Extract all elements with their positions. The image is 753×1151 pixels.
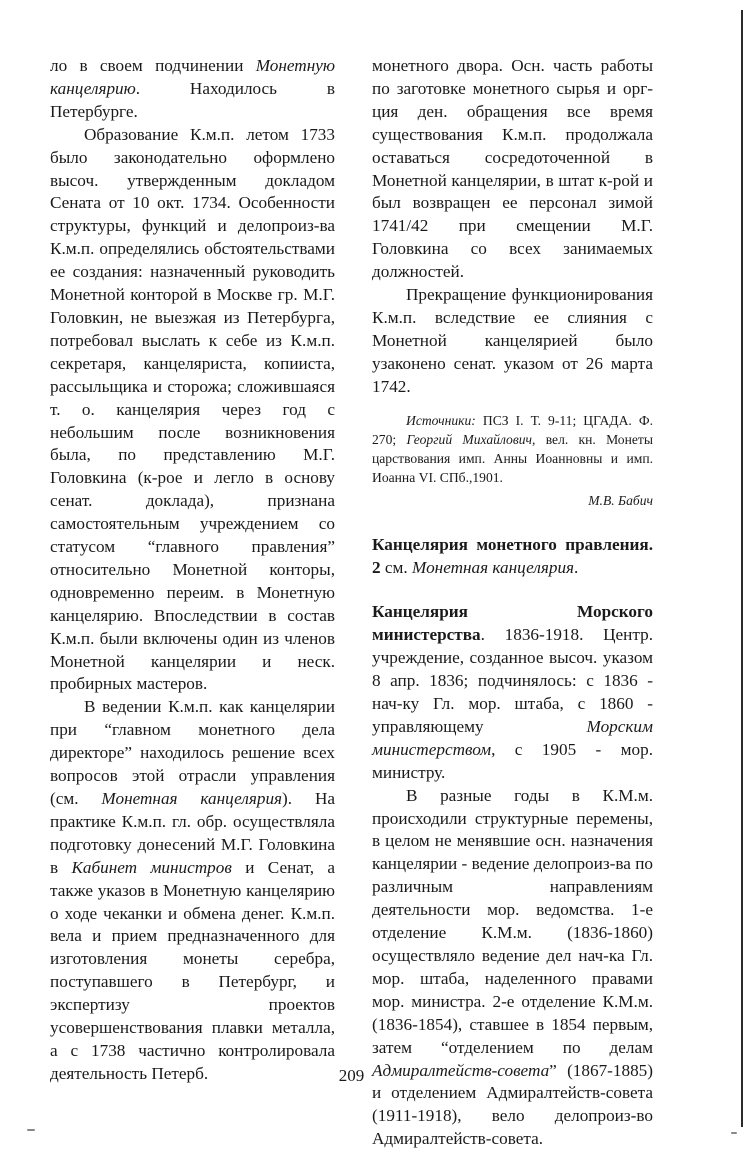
page-number: 209 (338, 1066, 365, 1085)
author-signature: М.В. Бабич (588, 492, 653, 508)
paragraph (372, 284, 653, 399)
text-run: Образование К.м.п. летом 1733 было законодательно оформлено высоч. утвержденным докладом Сената от 10 окт. 1734. Особенности структуры, функций и делопроиз-ва К.м.п. определялись обстоятельствами ее создания: назначенный руководить Монетной конторой в Москве гр. М.Г. Головкин, не выезжая из Петербурга, потребовал выслать к себе из К.м.п. секретаря, канцеляриста, копииста, рассыльщика и сторожа; сложившаяся т. о. канцелярия через год с небольшим после возникновения была, по представлению М.Г. Головкина (к-рое и легло в основу сенат. доклада), признана самостоятельным учреждением со статусом “главного правления” относительно Монетной конторы, одновременно переим. в Монетную канцелярию. Впоследствии в состав К.м.п. были включены один из членов Монетной канцелярии и неск. пробирных мастеров. (50, 124, 335, 694)
paragraph (50, 55, 335, 124)
text-run: В ведении К.м.п. как канцелярии при “главном монетного дела директоре” находилось решение всех вопросов этой отрасли управления (см. (50, 697, 335, 808)
italic-reference: Монетная канцелярия (101, 789, 283, 808)
bold-headword: Канцелярия монетного правления. 2 (372, 534, 653, 577)
left-column (50, 55, 335, 1086)
text-run: В разные годы в К.М.м. происходили структурные перемены, в целом не менявшие осн. назначения канцелярии - ведение делопроиз-ва по различным направлениям деятельности мор. ведомства. 1-е отделение К.М.м. (1836-1860) осуществляло ведение дел нач-ка Гл. мор. штаба, наделенного правами мор. министра. 2-е отделение К.М.м. (1836-1854), ставшее в 1854 первым, затем “отделением по делам (372, 785, 653, 1057)
text-run: ” (1867-1885) и отделением Адмиралтейств-совета (1911-1918), вело делопроиз-во Адмиралтейств-совета. (372, 1060, 653, 1149)
text-run: Прекращение функционирования К.м.п. вследствие ее слияния с Монетной канцелярией было узаконено сенат. указом от 26 марта 1742. (372, 285, 653, 396)
scan-speck (731, 1132, 737, 1134)
italic-reference: Источники: (406, 412, 476, 428)
italic-reference: Георгий Михайлович (406, 431, 533, 447)
entry-kantselyariya-monetnogo-pravleniya (372, 534, 653, 580)
text-run: . 1836-1918. Центр. учреждение, созданное высоч. указом 8 апр. 1836; подчинялось: с 1836 - нач-ку Гл. мор. штаба, с 1860 - управляющему (372, 625, 653, 736)
italic-reference: Кабинет министров (71, 857, 232, 877)
text-run: см. (380, 557, 412, 577)
text-run: ло в своем подчинении (50, 56, 256, 75)
bold-headword: Канцелярия Морского министерства (372, 602, 653, 645)
italic-reference: Морским министерством (372, 716, 653, 759)
left-column-text (50, 55, 335, 1086)
right-column (372, 55, 653, 1151)
italic-reference: Монетную канцелярию (50, 56, 335, 98)
text-run: . Находилось в Петербурге. (50, 78, 335, 121)
text-run: . (574, 557, 579, 577)
italic-reference: Адмиралтейств-совета (372, 1060, 550, 1080)
scan-edge-line (741, 10, 743, 1127)
paragraph (50, 124, 335, 697)
text-run: , с 1905 - мор. министру. (372, 739, 653, 782)
text-run: ). На практике К.м.п. гл. обр. осуществляла подготовку донесений М.Г. Головкина в (50, 789, 335, 877)
paragraph (50, 696, 335, 1085)
paragraph (372, 785, 653, 1151)
text-run: монетного двора. Осн. часть работы по заготовке монетного сырья и орг-ция ден. обращения все время существования К.м.п. продолжала оставаться сосредоточенной в Монетной канцелярии, в штат к-рой и был возвращен ее персонал зимой 1741/42 при смещении М.Г. Головкина со всех занимаемых должностей. (372, 56, 653, 282)
article-continuation (372, 55, 653, 399)
text-run: и Сенат, а также указов в Монетную канцелярию о ходе чеканки и обмена денег. К.м.п. вела и прием предназначенного для изготовления монеты серебра, поступавшего в Петербург, и экспертизу проектов усовершенствования плавки металла, а с 1738 частично контролировала деятельность Петерб. (50, 857, 335, 1083)
paragraph (372, 55, 653, 284)
italic-reference: Монетная канцелярия (412, 557, 575, 577)
paragraph (372, 601, 653, 784)
scan-speck (27, 1129, 35, 1131)
text-run: , вел. кн. Монеты царствования имп. Анны Иоанновны и имп. Иоанна VI. СПб.,1901. (372, 431, 653, 485)
sources-note (372, 411, 653, 487)
text-run: ПСЗ I. Т. 9-11; ЦГАДА. Ф. 270; (372, 412, 653, 447)
